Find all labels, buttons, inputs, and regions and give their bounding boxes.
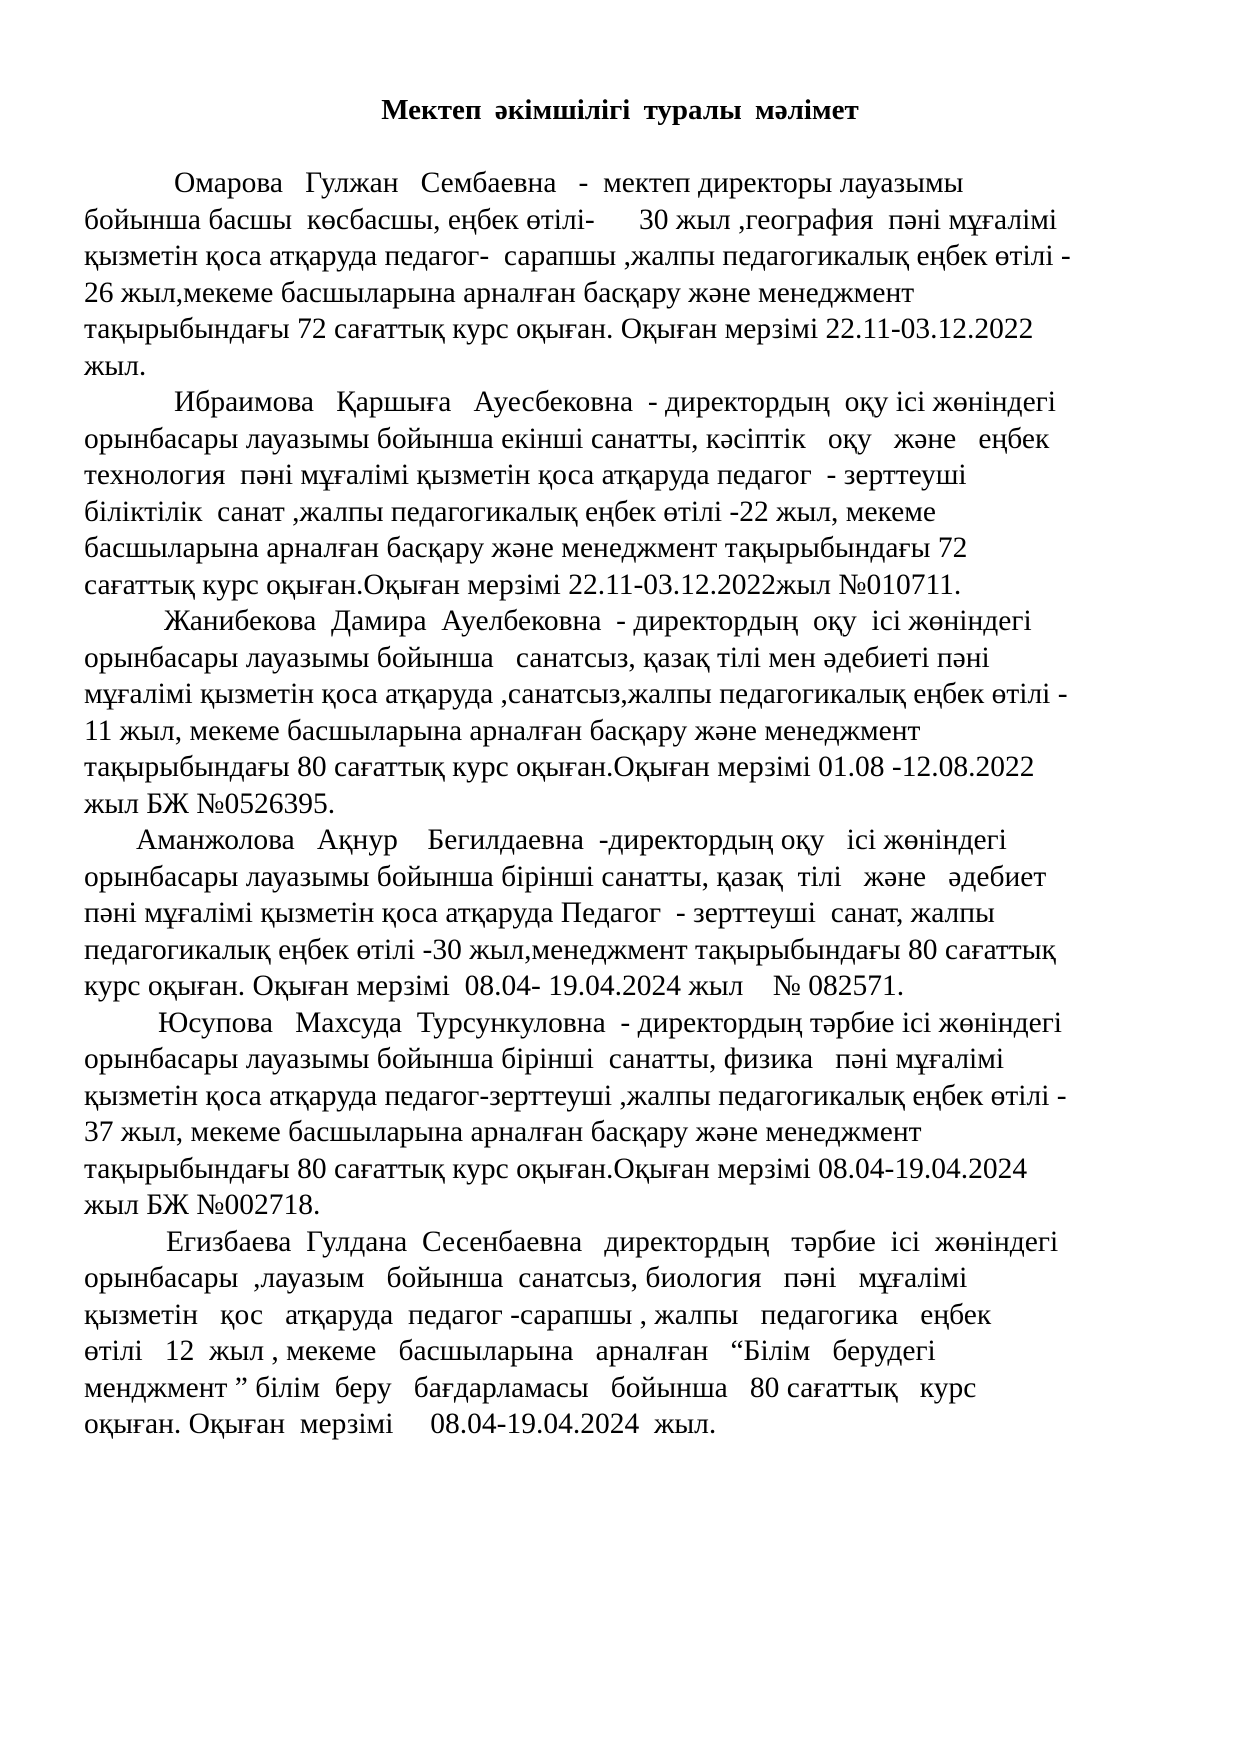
staff-entry-egizbaeva (84, 1224, 1204, 1443)
text-line: қызметін қоса атқаруда педагог-зерттеуші ,жалпы педагогикалық еңбек өтілі - (84, 1079, 1067, 1112)
text-line: тақырыбындағы 80 сағаттық курс оқыған.Оқыған мерзімі 01.08 -12.08.2022 (84, 751, 1035, 783)
text-line: біліктілік санат ,жалпы педагогикалық еңбек өтілі -22 жыл, мекеме (84, 495, 936, 528)
staff-entry-amanzholova (84, 822, 1204, 1005)
text-line: Ибраимова Қаршыға Ауесбековна - директордың оқу ісі жөніндегі (174, 386, 1056, 418)
text-line: жыл БЖ №0526395. (84, 787, 336, 820)
text-line: Егизбаева Гулдана Сесенбаевна директордың тәрбие ісі жөніндегі (166, 1225, 1059, 1258)
staff-entry-zhanibekova (84, 603, 1204, 822)
document-body (84, 165, 1204, 1443)
text-line: орынбасары лауазымы бойынша бірінші санатты, физика пәні мұғалімі (84, 1043, 1005, 1075)
text-line: 11 жыл, мекеме басшыларына арналған басқару және менеджмент (84, 714, 921, 747)
text-line: технология пәні мұғалімі қызметін қоса атқаруда педагог - зерттеуші (84, 459, 967, 491)
text-line: басшыларына арналған басқару және менеджмент тақырыбындағы 72 (84, 532, 968, 564)
staff-entry-ibraimova (84, 384, 1204, 603)
text-line: орынбасары лауазымы бойынша екінші санатты, кәсіптік оқу және еңбек (84, 422, 1050, 455)
text-line: Жанибекова Дамира Ауелбековна - директордың оқу ісі жөніндегі (164, 605, 1032, 637)
text-line: 37 жыл, мекеме басшыларына арналған басқару және менеджмент (84, 1116, 922, 1148)
staff-entry-omarova (84, 165, 1204, 384)
text-line: сағаттық курс оқыған.Оқыған мерзімі 22.11-03.12.2022жыл №010711. (84, 568, 962, 601)
text-line: тақырыбындағы 80 сағаттық курс оқыған.Оқыған мерзімі 08.04-19.04.2024 (84, 1152, 1028, 1185)
text-line: курс оқыған. Оқыған мерзімі 08.04- 19.04.2024 жыл № 082571. (84, 970, 905, 1002)
text-line: Аманжолова Ақнур Бегилдаевна -директордың оқу ісі жөніндегі (136, 824, 1007, 856)
text-line: өтілі 12 жыл , мекеме басшыларына арналған “Білім берудегі (84, 1335, 936, 1367)
text-line: орынбасары лауазымы бойынша бірінші санатты, қазақ тілі және әдебиет (84, 860, 1047, 893)
text-line: қызметін қоса атқаруда педагог- сарапшы ,жалпы педагогикалық еңбек өтілі - (84, 240, 1071, 272)
text-line: мұғалімі қызметін қоса атқаруда ,санатсыз,жалпы педагогикалық еңбек өтілі - (84, 678, 1068, 710)
staff-entry-yusupova (84, 1005, 1204, 1224)
text-line: орынбасары лауазымы бойынша санатсыз, қазақ тілі мен әдебиеті пәні (84, 641, 990, 674)
text-line: жыл. (84, 349, 147, 382)
text-line: Юсупова Махсуда Турсункуловна - директордың тәрбие ісі жөніндегі (158, 1006, 1062, 1039)
text-line: бойынша басшы көсбасшы, еңбек өтілі- 30 жыл ,география пәні мұғалімі (84, 203, 1058, 236)
text-line: тақырыбындағы 72 сағаттық курс оқыған. Оқыған мерзімі 22.11-03.12.2022 (84, 313, 1034, 345)
text-line: 26 жыл,мекеме басшыларына арналған басқару және менеджмент (84, 276, 915, 309)
text-line: оқыған. Оқыған мерзімі 08.04-19.04.2024 жыл. (84, 1408, 717, 1440)
text-line: орынбасары ,лауазым бойынша санатсыз, биология пәні мұғалімі (84, 1262, 968, 1294)
text-line: пәні мұғалімі қызметін қоса атқаруда Педагог - зерттеуші санат, жалпы (84, 897, 995, 929)
text-line: Омарова Гулжан Сембаевна - мектеп директоры лауазымы (174, 167, 964, 199)
text-line: менджмент ” білім беру бағдарламасы бойынша 80 сағаттық курс (84, 1371, 977, 1404)
text-line: педагогикалық еңбек өтілі -30 жыл,менеджмент тақырыбындағы 80 сағаттық (84, 933, 1056, 966)
text-line: қызметін қос атқаруда педагог -сарапшы , жалпы педагогика еңбек (84, 1298, 992, 1331)
text-line: жыл БЖ №002718. (84, 1189, 321, 1221)
document-title: Мектеп әкімшілігі туралы мәлімет (381, 94, 859, 126)
